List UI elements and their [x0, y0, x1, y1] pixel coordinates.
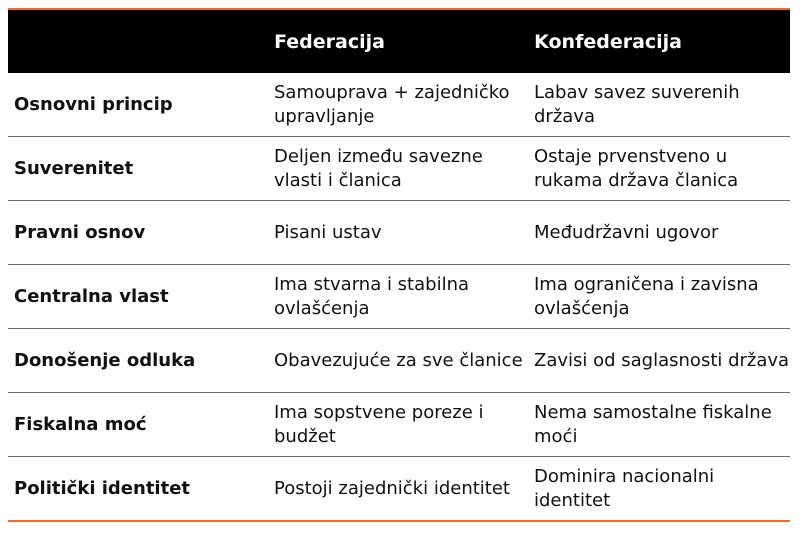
table-row: [8, 328, 790, 392]
table-row: [8, 392, 790, 456]
comparison-table: [8, 8, 790, 522]
konfederacija-cell: Dominira nacionalni identitet: [534, 465, 715, 511]
federacija-cell: Ima stvarna i stabilna ovlašćenja: [274, 273, 470, 319]
row-label: Donošenje odluka: [14, 350, 196, 371]
row-label: Osnovni princip: [14, 94, 173, 115]
header-federacija: Federacija: [274, 30, 385, 53]
table-row: [8, 200, 790, 264]
row-label: Centralna vlast: [14, 286, 169, 307]
konfederacija-cell: Nema samostalne fiskalne moći: [534, 401, 772, 447]
konfederacija-cell: Ima ograničena i zavisna ovlašćenja: [534, 273, 759, 319]
table-header: [8, 10, 790, 73]
konfederacija-cell: Labav savez suverenih država: [534, 81, 740, 127]
row-label: Fiskalna moć: [14, 414, 147, 435]
federacija-cell: Ima sopstvene poreze i budžet: [274, 401, 484, 447]
federacija-cell: Postoji zajednički identitet: [274, 477, 510, 499]
table-row: [8, 136, 790, 200]
konfederacija-cell: Ostaje prvenstveno u rukama država članica: [534, 145, 739, 191]
table-row: [8, 264, 790, 328]
header-konfederacija: Konfederacija: [534, 30, 683, 53]
federacija-cell: Obavezujuće za sve članice: [274, 349, 523, 371]
row-label: Suverenitet: [14, 158, 134, 179]
table-row: [8, 456, 790, 520]
table-body: [8, 73, 790, 520]
row-label: Politički identitet: [14, 478, 191, 499]
federacija-cell: Samouprava + zajedničko upravljanje: [274, 81, 510, 127]
federacija-cell: Deljen između savezne vlasti i članica: [274, 145, 483, 191]
row-label: Pravni osnov: [14, 222, 146, 243]
federacija-cell: Pisani ustav: [274, 221, 382, 243]
konfederacija-cell: Zavisi od saglasnosti država: [534, 349, 790, 371]
table-row: [8, 73, 790, 136]
konfederacija-cell: Međudržavni ugovor: [534, 221, 719, 243]
